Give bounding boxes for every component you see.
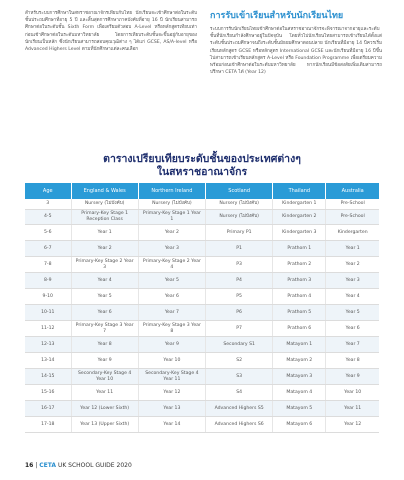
table-cell: P7 — [206, 321, 273, 337]
header-thailand: Thailand — [273, 183, 326, 199]
table-cell: Year 5 — [326, 305, 379, 321]
table-cell: 11-12 — [25, 321, 71, 337]
table-cell: Nursery (ไม่บังคับ) — [138, 199, 205, 210]
table-cell: Year 14 — [138, 417, 205, 433]
table-cell: Primary-Key Stage 2 Year 4 — [138, 257, 205, 273]
table-cell: Year 1 — [326, 241, 379, 257]
table-cell: S3 — [206, 369, 273, 385]
table-cell: S2 — [206, 353, 273, 369]
table-cell: Year 4 — [71, 273, 138, 289]
table-cell: P1 — [206, 241, 273, 257]
table-cell: Kindergarten 2 — [273, 210, 326, 225]
table-cell: 8-9 — [25, 273, 71, 289]
table-row — [25, 417, 379, 433]
table-cell: P6 — [206, 305, 273, 321]
header-scotland: Scotland — [206, 183, 273, 199]
table-cell: Primary-Key Stage 3 Year 8 — [138, 321, 205, 337]
table-cell: Matayom 6 — [273, 417, 326, 433]
brand-name: CETA — [39, 462, 57, 469]
table-row — [25, 199, 379, 210]
table-cell: Year 13 — [138, 401, 205, 417]
table-cell: Prathom 3 — [273, 273, 326, 289]
table-cell: Year 4 — [326, 289, 379, 305]
table-cell: Primary-Key Stage 2 Year 3 — [71, 257, 138, 273]
table-cell: Year 1 — [71, 225, 138, 241]
intro-paragraph: สำหรับระบบการศึกษาในสหราชอาณาจักรเทียบกับไทย นักเรียนจะเข้าศึกษาต่อในระดับชั้นประถมศึกษาที่อายุ 5 ปี และสิ้นสุดการศึกษาภาคบังคับที่อายุ 16 ปี นักเรียนสามารถศึกษาต่อในระดับชั้น Sixth Form เพื่อเตรียมตัวสอบ A-Level หรือหลักสูตรเทียบเท่า ก่อนเข้าศึกษาต่อในระดับมหาวิทยาลัย โดยการเทียบระดับชั้นจะขึ้นอยู่กับอายุของนักเรียนเป็นหลัก ซึ่งนักเรียนสามารถสอบคุณวุฒิต่าง ๆ ได้แก่ GCSE, AS/A-level หรือ Advanced Highers Level ตามที่นักศึกษาแต่ละคนเลือก — [25, 11, 197, 53]
footer-separator: | — [35, 462, 38, 469]
table-cell: Year 10 — [138, 353, 205, 369]
table-cell: Primary P1 — [206, 225, 273, 241]
table-title-line2: ในสหราชอาณาจักร — [156, 166, 248, 178]
table-cell: Prathom 5 — [273, 305, 326, 321]
table-cell: Year 2 — [71, 241, 138, 257]
table-cell: Secondary-Key Stage 4 Year 10 — [71, 369, 138, 385]
table-cell: 3 — [25, 199, 71, 210]
table-cell: S4 — [206, 385, 273, 401]
table-cell: 13-14 — [25, 353, 71, 369]
table-cell: Secondary-Key Stage 4 Year 11 — [138, 369, 205, 385]
table-cell: Year 6 — [71, 305, 138, 321]
table-cell: Year 9 — [326, 369, 379, 385]
table-cell: 4-5 — [25, 210, 71, 225]
table-title-line1: ตารางเปรียบเทียบระดับชั้นของประเทศต่างๆ — [103, 153, 301, 165]
header-northern-ireland: Northern Ireland — [138, 183, 205, 199]
table-cell: Year 3 — [326, 273, 379, 289]
table-cell: Pre-School — [326, 199, 379, 210]
table-cell: 17-18 — [25, 417, 71, 433]
table-cell: Matayom 2 — [273, 353, 326, 369]
table-cell: Matayom 5 — [273, 401, 326, 417]
table-cell: Year 9 — [138, 337, 205, 353]
table-cell: Primary-Key Stage 1 Reception Class — [71, 210, 138, 225]
header-australia: Australia — [326, 183, 379, 199]
table-cell: 10-11 — [25, 305, 71, 321]
table-cell: Prathom 6 — [273, 321, 326, 337]
table-cell: Prathom 1 — [273, 241, 326, 257]
admission-paragraph: ระบบการรับนักเรียนไทยเข้าศึกษาต่อในสหราชอาณาจักรจะพิจารณาจากอายุและระดับชั้นที่นักเรียนกำลังศึกษาอยู่ในปัจจุบัน โดยทั่วไปนักเรียนไทยสามารถเข้าเรียนได้ตั้งแต่ระดับชั้นประถมศึกษาจนถึงระดับชั้นมัธยมศึกษาตอนปลาย นักเรียนที่มีอายุ 14 ปีควรเริ่มเรียนหลักสูตร GCSE หรือหลักสูตร International GCSE และนักเรียนที่มีอายุ 16 ปีขึ้นไปสามารถเข้าเรียนหลักสูตร A-Level หรือ Foundation Programme เพื่อเตรียมความพร้อมก่อนเข้าศึกษาต่อในระดับมหาวิทยาลัย หากนักเรียนมีข้อสงสัยเพิ่มเติมสามารถปรึกษา CETA ได้ (Year 12) — [210, 27, 382, 76]
table-row — [25, 337, 379, 353]
table-row — [25, 241, 379, 257]
table-cell: Year 2 — [138, 225, 205, 241]
table-cell: Matayom 3 — [273, 369, 326, 385]
table-row — [25, 225, 379, 241]
intro-column — [25, 10, 197, 53]
table-cell: Nursery (ไม่บังคับ) — [206, 210, 273, 225]
table-cell: Year 13 (Upper Sixth) — [71, 417, 138, 433]
table-cell: Year 12 — [138, 385, 205, 401]
table-cell: Primary-Key Stage 1 Year 1 — [138, 210, 205, 225]
table-row — [25, 257, 379, 273]
comparison-table — [25, 183, 379, 433]
table-cell: 12-13 — [25, 337, 71, 353]
table-cell: 5-6 — [25, 225, 71, 241]
table-cell: Advanced Highers S5 — [206, 401, 273, 417]
table-cell: Year 6 — [326, 321, 379, 337]
table-cell: 16-17 — [25, 401, 71, 417]
table-cell: P3 — [206, 257, 273, 273]
table-cell: Kindergarten 3 — [273, 225, 326, 241]
table-cell: Nursery (ไม่บังคับ) — [71, 199, 138, 210]
table-header-row — [25, 183, 379, 199]
table-cell: Year 8 — [326, 353, 379, 369]
table-cell: P5 — [206, 289, 273, 305]
table-cell: Year 2 — [326, 257, 379, 273]
table-cell: Advanced Highers S6 — [206, 417, 273, 433]
table-cell: Pre-School — [326, 210, 379, 225]
table-cell: Year 7 — [326, 337, 379, 353]
table-cell: 9-10 — [25, 289, 71, 305]
table-cell: Year 12 (Lower Sixth) — [71, 401, 138, 417]
table-row — [25, 289, 379, 305]
admission-heading: การรับเข้าเรียนสำหรับนักเรียนไทย — [210, 11, 344, 21]
table-cell: 15-16 — [25, 385, 71, 401]
page-footer — [25, 462, 132, 469]
table-row — [25, 321, 379, 337]
header-age: Age — [25, 183, 71, 199]
table-cell: Prathom 2 — [273, 257, 326, 273]
table-cell: Matayom 1 — [273, 337, 326, 353]
table-cell: Secondary S1 — [206, 337, 273, 353]
header-england-wales: England & Wales — [71, 183, 138, 199]
table-cell: Year 6 — [138, 289, 205, 305]
page-number: 16 — [25, 462, 34, 469]
table-cell: Year 5 — [71, 289, 138, 305]
table-cell: Year 3 — [138, 241, 205, 257]
table-cell: Year 12 — [326, 417, 379, 433]
table-row — [25, 401, 379, 417]
table-cell: Year 11 — [326, 401, 379, 417]
table-cell: Year 9 — [71, 353, 138, 369]
table-row — [25, 305, 379, 321]
guide-title: UK SCHOOL GUIDE 2020 — [57, 462, 132, 469]
admission-column — [210, 10, 382, 76]
table-cell: Year 8 — [71, 337, 138, 353]
table-cell: Year 7 — [138, 305, 205, 321]
table-cell: 7-8 — [25, 257, 71, 273]
table-body — [25, 199, 379, 433]
table-cell: P4 — [206, 273, 273, 289]
table-cell: Primary-Key Stage 3 Year 7 — [71, 321, 138, 337]
table-cell: Year 11 — [71, 385, 138, 401]
table-cell: Kindergarten 1 — [273, 199, 326, 210]
table-cell: Kindergarten — [326, 225, 379, 241]
table-row — [25, 385, 379, 401]
table-cell: Year 10 — [326, 385, 379, 401]
table-cell: Nursery (ไม่บังคับ) — [206, 199, 273, 210]
table-cell: Year 5 — [138, 273, 205, 289]
table-row — [25, 353, 379, 369]
table-cell: 14-15 — [25, 369, 71, 385]
table-row — [25, 210, 379, 225]
table-row — [25, 273, 379, 289]
table-cell: Matayom 4 — [273, 385, 326, 401]
table-row — [25, 369, 379, 385]
table-cell: Prathom 4 — [273, 289, 326, 305]
table-cell: 6-7 — [25, 241, 71, 257]
